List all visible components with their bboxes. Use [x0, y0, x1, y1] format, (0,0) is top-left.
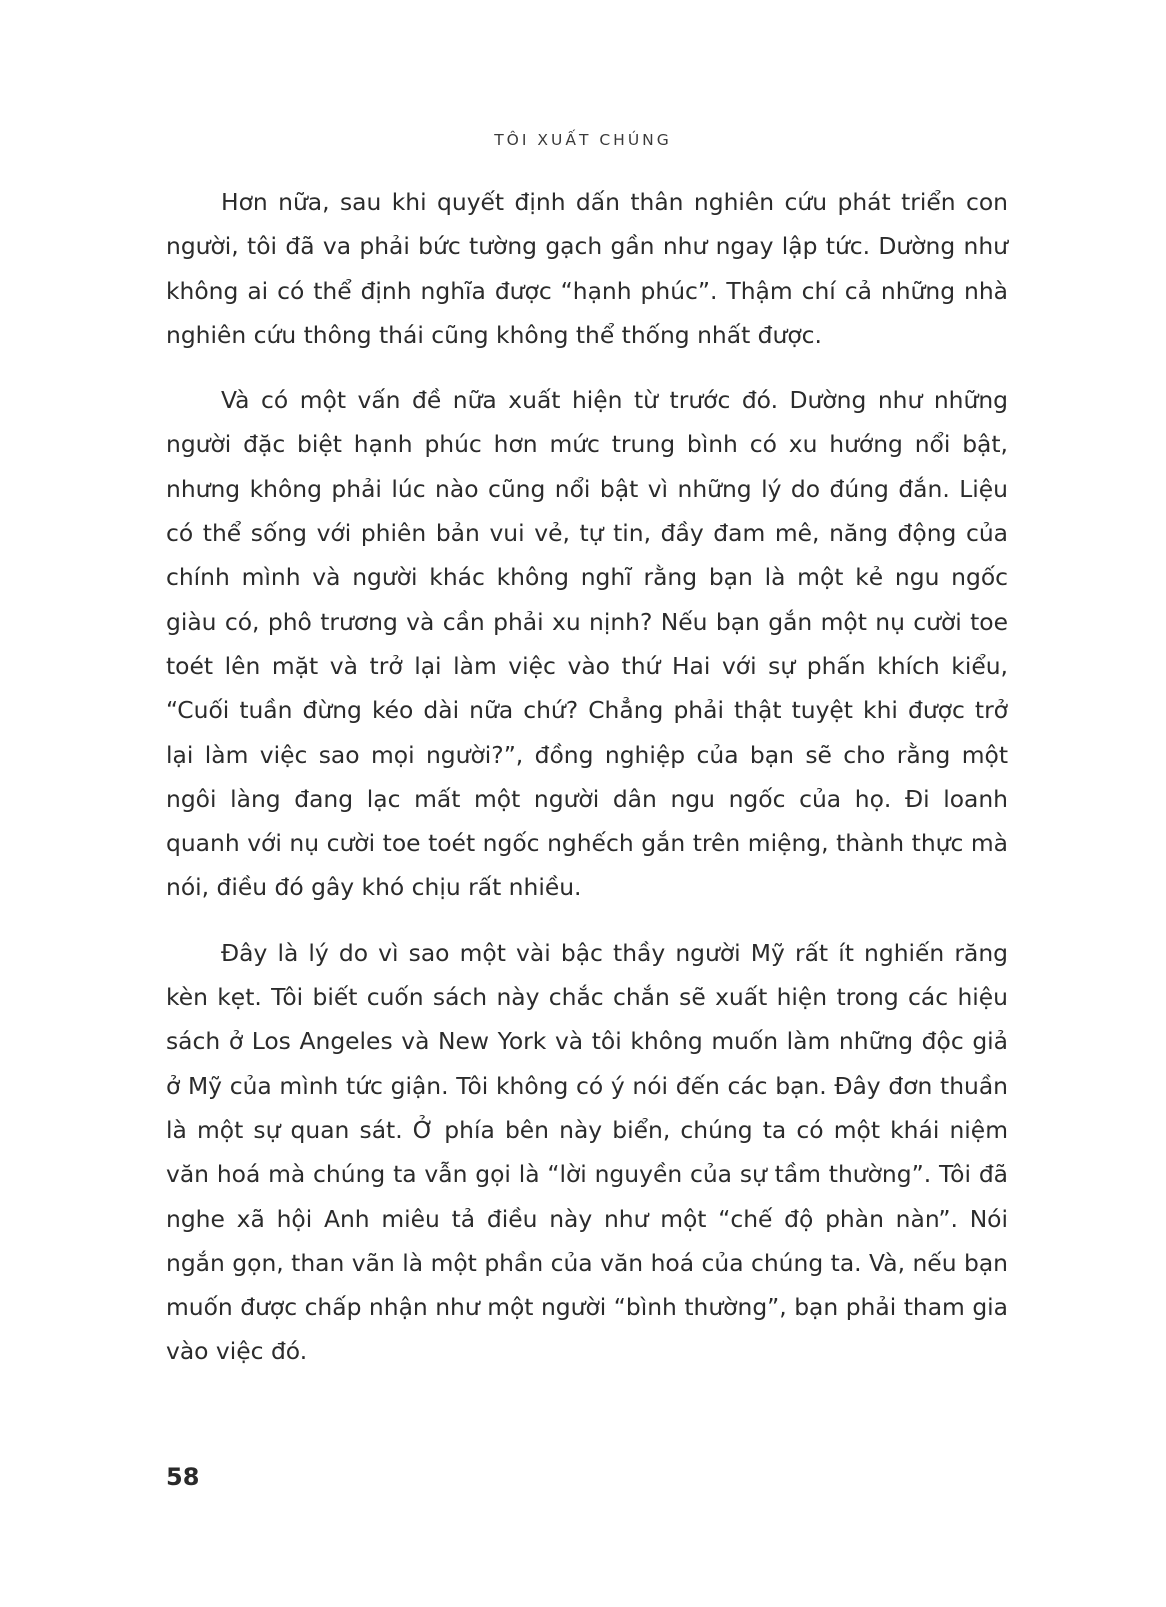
- body-text: [166, 180, 1008, 1395]
- paragraph-1: Hơn nữa, sau khi quyết định dấn thân nghiên cứu phát triển con người, tôi đã va phải bức tường gạch gần như ngay lập tức. Dường như không ai có thể định nghĩa được “hạnh phúc”. Thậm chí cả những nhà nghiên cứu thông thái cũng không thể thống nhất được.: [166, 188, 1008, 349]
- page-number: 58: [166, 1463, 200, 1491]
- paragraph-3: Đây là lý do vì sao một vài bậc thầy người Mỹ rất ít nghiến răng kèn kẹt. Tôi biết cuốn sách này chắc chắn sẽ xuất hiện trong các hiệu sách ở Los Angeles và New York và tôi không muốn làm những độc giả ở Mỹ của mình tức giận. Tôi không có ý nói đến các bạn. Đây đơn thuần là một sự quan sát. Ở phía bên này biển, chúng ta có một khái niệm văn hoá mà chúng ta vẫn gọi là “lời nguyền của sự tầm thường”. Tôi đã nghe xã hội Anh miêu tả điều này như một “chế độ phàn nàn”. Nói ngắn gọn, than vãn là một phần của văn hoá của chúng ta. Và, nếu bạn muốn được chấp nhận như một người “bình thường”, bạn phải tham gia vào việc đó.: [166, 938, 1008, 1366]
- running-head-title: TÔI XUẤT CHÚNG: [494, 131, 672, 149]
- paragraph-2: Và có một vấn đề nữa xuất hiện từ trước đó. Dường như những người đặc biệt hạnh phúc hơn mức trung bình có xu hướng nổi bật, nhưng không phải lúc nào cũng nổi bật vì những lý do đúng đắn. Liệu có thể sống với phiên bản vui vẻ, tự tin, đầy đam mê, năng động của chính mình và người khác không nghĩ rằng bạn là một kẻ ngu ngốc giàu có, phô trương và cần phải xu nịnh? Nếu bạn gắn một nụ cười toe toét lên mặt và trở lại làm việc vào thứ Hai với sự phấn khích kiểu, “Cuối tuần đừng kéo dài nữa chứ? Chẳng phải thật tuyệt khi được trở lại làm việc sao mọi người?”, đồng nghiệp của bạn sẽ cho rằng một ngôi làng đang lạc mất một người dân ngu ngốc của họ. Đi loanh quanh với nụ cười toe toét ngốc nghếch gắn trên miệng, thành thực mà nói, điều đó gây khó chịu rất nhiều.: [166, 386, 1008, 902]
